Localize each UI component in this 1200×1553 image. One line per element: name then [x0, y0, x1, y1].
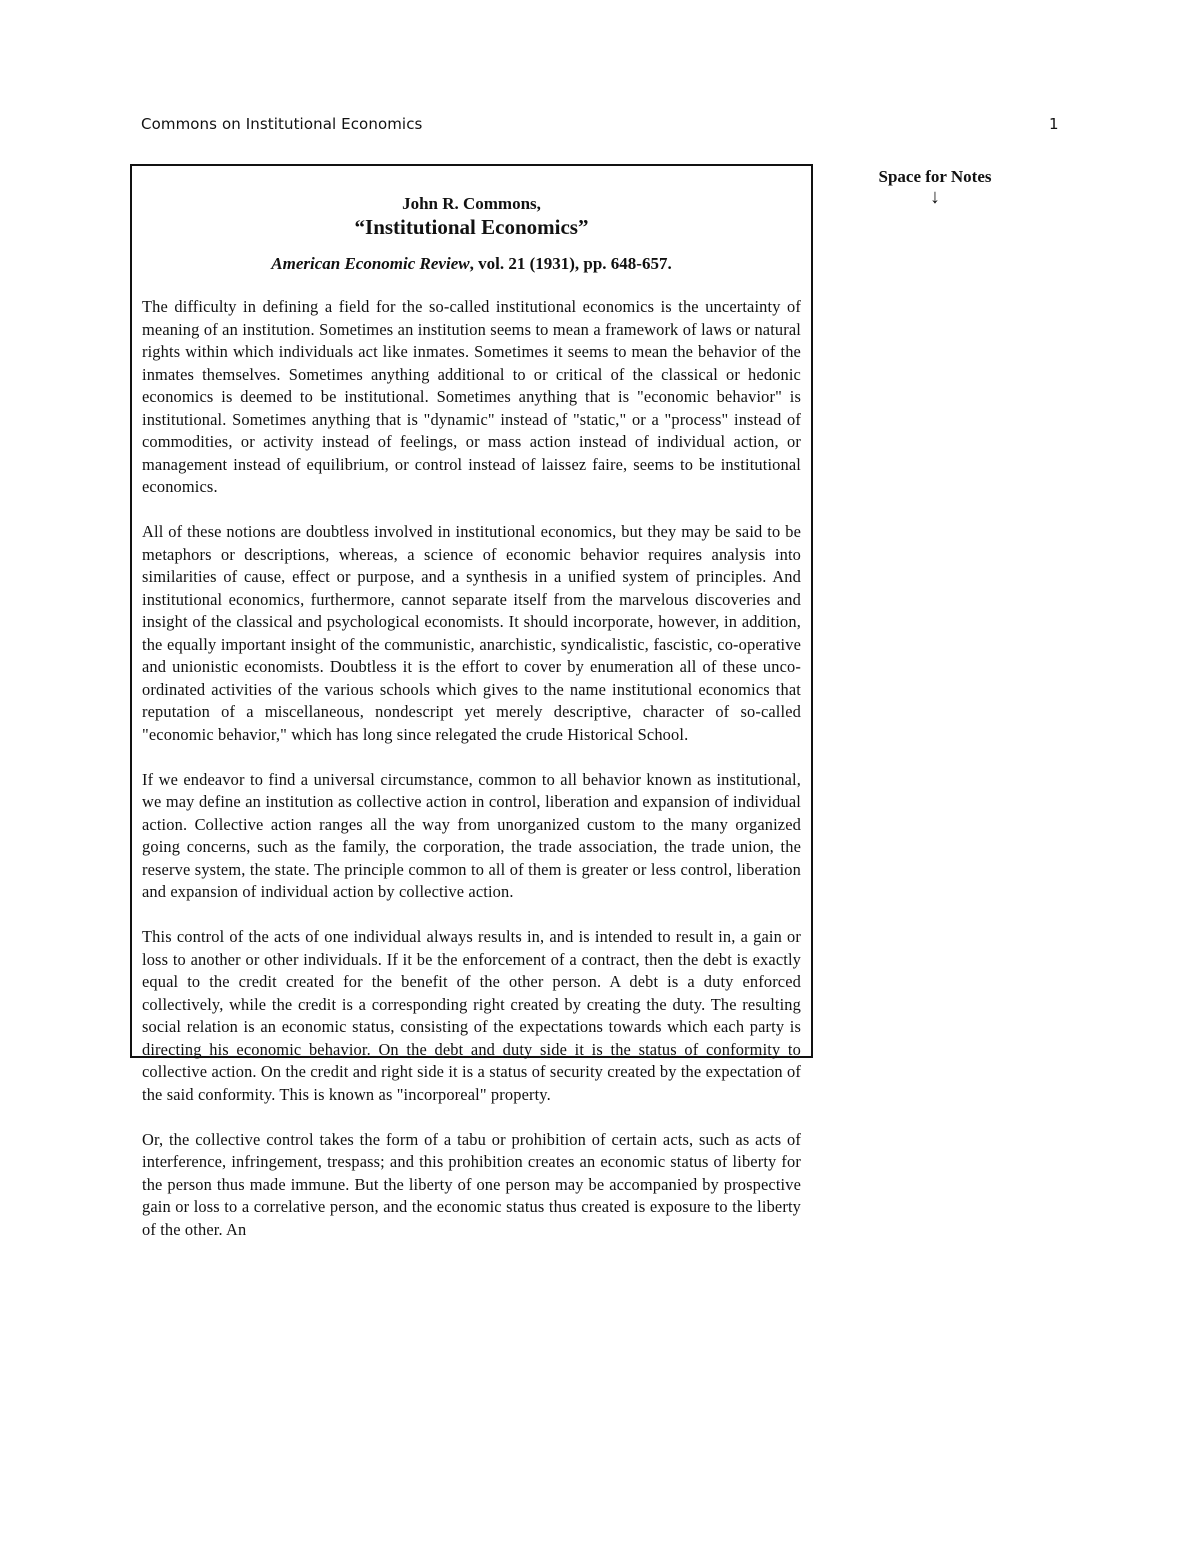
journal-name: American Economic Review [271, 254, 470, 273]
paragraph: This control of the acts of one individual always results in, and is intended to result in, a gain or loss to another or other individuals. If it be the enforcement of a contract, then the debt is exactly equal to the credit created for the benefit of the other person. A debt is a duty enforced collectively, while the credit is a corresponding right created by creating the duty. The resulting social relation is an economic status, consisting of the expectations towards which each party is directing his economic behavior. On the debt and duty side it is the status of conformity to collective action. On the credit and right side it is a status of security created by the expectation of the said conformity. This is known as "incorporeal" property. [142, 927, 801, 1104]
article-citation [142, 254, 801, 274]
article-box [130, 164, 813, 1239]
paragraph: Or, the collective control takes the form of a tabu or prohibition of certain acts, such as acts of interference, infringement, trespass; and this prohibition creates an economic status of liberty for the person thus made immune. But the liberty of one person may be accompanied by prospective gain or loss to a correlative person, and the economic status thus created is exposure to the liberty of the other. An [142, 1129, 801, 1239]
article-author: John R. Commons, [402, 194, 541, 213]
notes-label [860, 166, 1010, 206]
article-title: “Institutional Economics” [354, 215, 589, 239]
down-arrow-icon: ↓ [930, 186, 940, 208]
paragraph: If we endeavor to find a universal circumstance, common to all behavior known as institutional, we may define an institution as collective action in control, liberation and expansion of individual action. Collective action ranges all the way from unorganized custom to the many organized going concerns, such as the family, the corporation, the trade association, the trade union, the reserve system, the state. The principle common to all of them is greater or less control, liberation and expansion of individual action by collective action. [142, 769, 801, 901]
notes-label-text: Space for Notes [878, 167, 992, 186]
paragraph: All of these notions are doubtless involved in institutional economics, but they may be said to be metaphors or descriptions, whereas, a science of economic behavior requires analysis into similarities of cause, effect or purpose, and a synthesis in a unified system of principles. And institutional economics, furthermore, cannot separate itself from the marvelous discoveries and insight of the classical and psychological economists. It should incorporate, however, in addition, the equally important insight of the communistic, anarchistic, syndicalistic, fascistic, co-operative and unionistic economists. Doubtless it is the effort to cover by enumeration all of these unco-ordinated activities of the various schools which gives to the name institutional economics that reputation of a miscellaneous, nondescript yet merely descriptive, character of so-called "economic behavior," which has long since relegated the crude Historical School. [142, 522, 801, 744]
paragraph: The difficulty in defining a field for the so-called institutional economics is the uncertainty of meaning of an institution. Sometimes an institution seems to mean a framework of laws or natural rights within which individuals act like inmates. Sometimes it seems to mean the behavior of the inmates themselves. Sometimes anything additional to or critical of the classical or hedonic economics is deemed to be institutional. Sometimes anything that is "economic behavior" is institutional. Sometimes anything that is "dynamic" instead of "static," or a "process" instead of commodities, or activity instead of feelings, or mass action instead of individual action, or management instead of equilibrium, or control instead of laissez faire, seems to be institutional economics. [142, 297, 801, 496]
page-number: 1 [1049, 115, 1059, 133]
running-header: Commons on Institutional Economics [141, 115, 423, 133]
citation-details: , vol. 21 (1931), pp. 648-657. [469, 254, 672, 273]
